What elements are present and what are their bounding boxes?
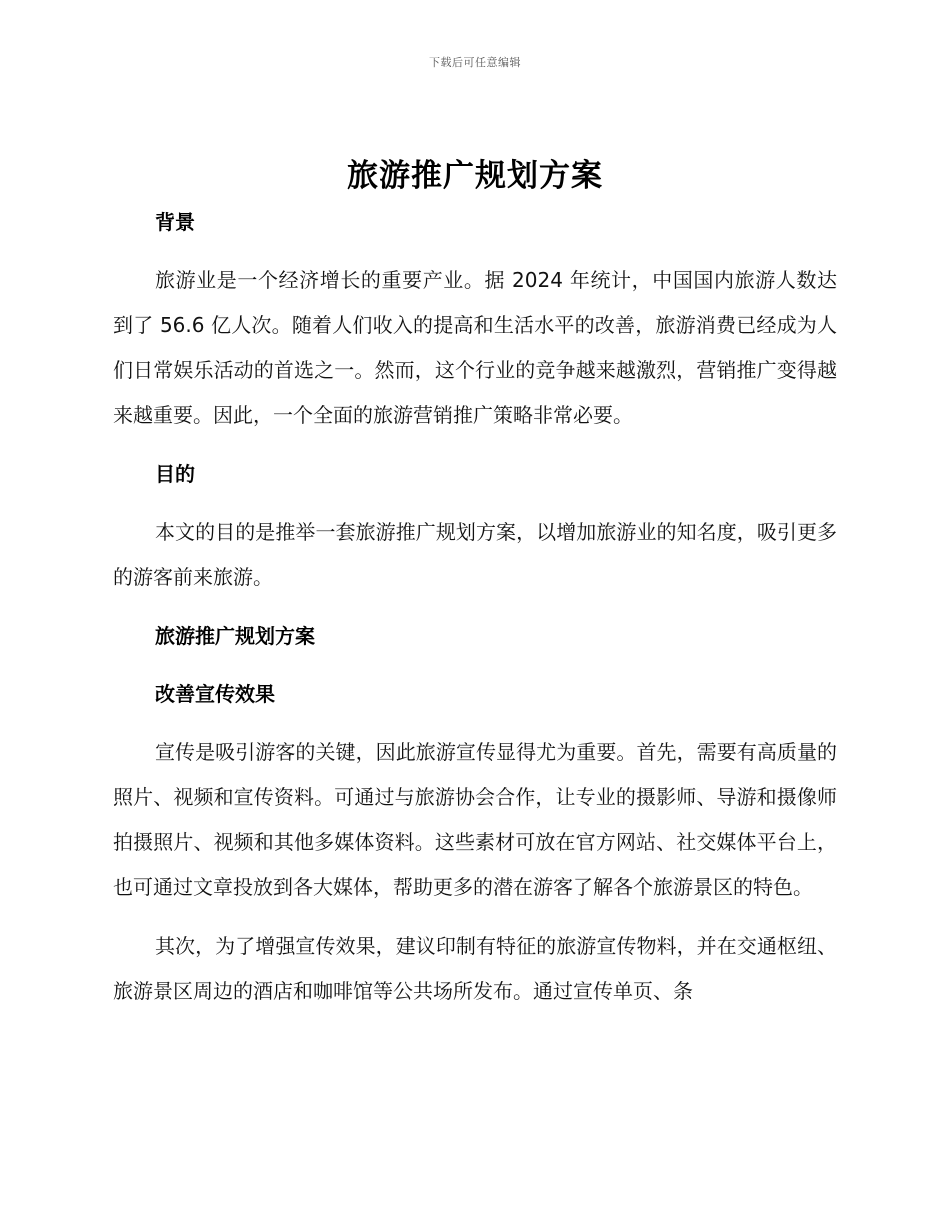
paragraph-improve-publicity-1: 宣传是吸引游客的关键，因此旅游宣传显得尤为重要。首先，需要有高质量的照片、视频和宣传资料。可通过与旅游协会合作，让专业的摄影师、导游和摄像师拍摄照片、视频和其他多媒体资料。这些素材可放在官方网站、社交媒体平台上，也可通过文章投放到各大媒体，帮助更多的潜在游客了解各个旅游景区的特色。	[113, 740, 837, 899]
document-body	[113, 200, 837, 1028]
paragraph-background: 旅游业是一个经济增长的重要产业。据 2024 年统计，中国国内旅游人数达到了 56.6 亿人次。随着人们收入的提高和生活水平的改善，旅游消费已经成为人们日常娱乐活动的首选之一。然而，这个行业的竞争越来越激烈，营销推广变得越来越重要。因此，一个全面的旅游营销推广策略非常必要。	[113, 268, 837, 427]
document-title: 旅游推广规划方案	[347, 158, 603, 194]
section-heading-background: 背景	[155, 210, 195, 234]
paragraph-improve-publicity-2: 其次，为了增强宣传效果，建议印制有特征的旅游宣传物料，并在交通枢纽、旅游景区周边的酒店和咖啡馆等公共场所发布。通过宣传单页、条	[113, 934, 837, 1003]
header-note: 下载后可任意编辑	[429, 56, 521, 69]
section-heading-plan: 旅游推广规划方案	[155, 624, 315, 648]
paragraph-purpose: 本文的目的是推举一套旅游推广规划方案，以增加旅游业的知名度，吸引更多的游客前来旅游。	[113, 520, 837, 589]
section-heading-improve-publicity: 改善宣传效果	[155, 682, 275, 706]
section-heading-purpose: 目的	[155, 462, 195, 486]
